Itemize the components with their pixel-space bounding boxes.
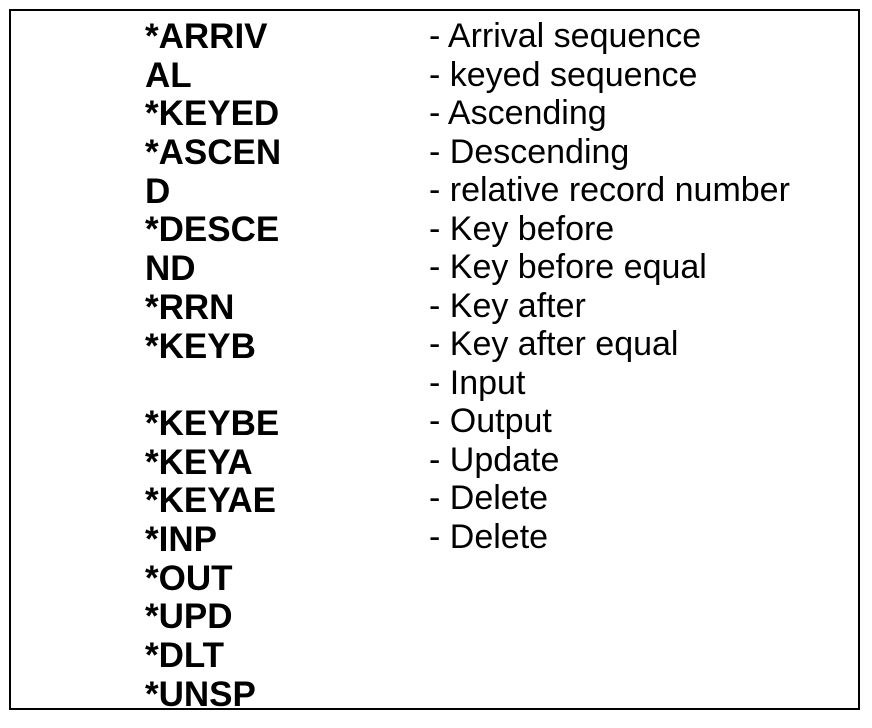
description-line: - Input (429, 363, 526, 402)
description-line: - Key before equal (429, 248, 707, 286)
keyword-line: AL (145, 55, 192, 95)
description-line: - Key after equal (429, 325, 679, 363)
description-column (429, 17, 790, 556)
keyword-line: *KEYAE (145, 481, 276, 521)
keyword-line: *KEYB (145, 326, 256, 366)
description-line: - Ascending (429, 94, 607, 132)
description-line: - Descending (429, 132, 630, 171)
keyword-line: D (145, 171, 171, 211)
keyword-line: *KEYBE (145, 403, 280, 443)
keyword-line: *RRN (145, 287, 235, 327)
keyword-line: *ARRIV (145, 17, 268, 56)
keyword-line (145, 366, 281, 405)
content-frame (9, 9, 860, 714)
keyword-line: *DESCE (145, 210, 280, 250)
keyword-line: *INP (145, 519, 217, 559)
keyword-line: *OUT (145, 558, 233, 598)
keyword-line: *ASCEN (145, 133, 282, 173)
description-line: - Delete (429, 479, 549, 517)
keyword-line: *KEYED (145, 94, 280, 134)
keyword-line: *UPD (145, 597, 233, 637)
keyword-line: *KEYA (145, 442, 253, 482)
keyword-line: ND (145, 249, 196, 289)
description-line: - keyed sequence (429, 55, 698, 94)
description-line: - relative record number (429, 171, 790, 209)
description-line: - Delete (429, 517, 549, 556)
description-line: - Key before (429, 209, 615, 248)
keyword-line: *UNSP (145, 674, 256, 714)
description-line: - Arrival sequence (429, 17, 702, 55)
description-line: - Key after (429, 286, 586, 325)
keyword-column (145, 18, 281, 714)
keyword-line: *DLT (145, 636, 225, 675)
description-line: - Output (429, 402, 552, 440)
description-line: - Update (429, 440, 560, 479)
